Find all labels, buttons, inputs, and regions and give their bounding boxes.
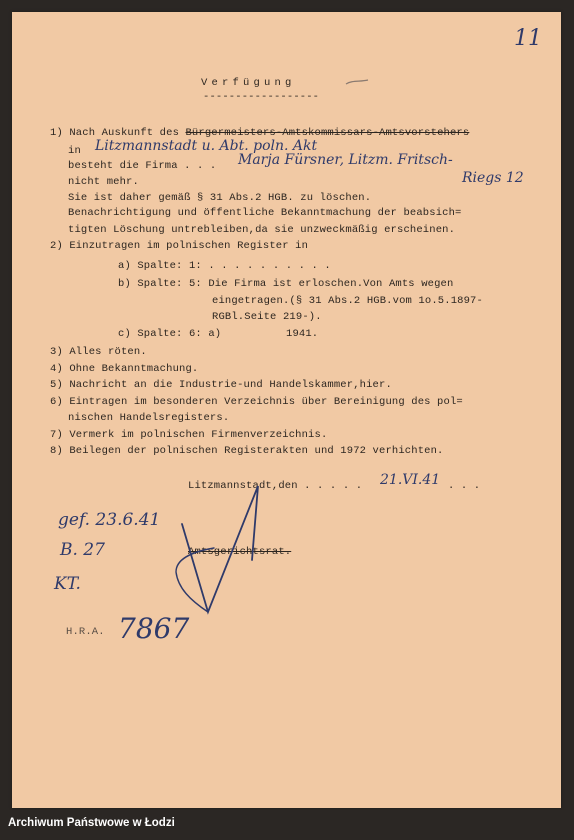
item-4: 4) Ohne Bekanntmachung. bbox=[50, 363, 199, 375]
handwritten-date: 21.VI.41 bbox=[380, 472, 441, 488]
item-1-line-7: tigten Löschung untrebleiben,da sie unzweckmäßig erscheinen. bbox=[68, 224, 456, 236]
title-underline: ------------------ bbox=[203, 91, 320, 103]
hra-label: H.R.A. bbox=[66, 626, 105, 638]
handwritten-location: Litzmannstadt u. Abt. poln. Akt bbox=[95, 138, 318, 154]
handwritten-note-initials: KT. bbox=[54, 574, 81, 594]
handwritten-firm-address: Riegs 12 bbox=[462, 170, 524, 186]
item-3: 3) Alles röten. bbox=[50, 346, 147, 358]
item-1-line-4: nicht mehr. bbox=[68, 176, 139, 188]
item-2-a: a) Spalte: 1: . . . . . . . . . . bbox=[118, 260, 331, 272]
item-5: 5) Nachricht an die Industrie-und Handelskammer,hier. bbox=[50, 379, 392, 391]
document-title: Verfügung bbox=[201, 77, 296, 89]
handwritten-note-gef: gef. 23.6.41 bbox=[58, 510, 161, 530]
signature-stroke bbox=[182, 486, 258, 612]
item-1-line-3: besteht die Firma . . . bbox=[68, 160, 217, 172]
page-number: 11 bbox=[514, 26, 542, 51]
item-6-line-1: 6) Eintragen im besonderen Verzeichnis über Bereinigung des pol= bbox=[50, 396, 463, 408]
item-1-prefix: 1) Nach Auskunft des bbox=[50, 127, 186, 139]
date-line: Litzmannstadt,den . . . . . bbox=[188, 480, 363, 492]
item-2-b-line-3: RGBl.Seite 219-). bbox=[212, 311, 322, 323]
date-trailing-dots: . . . bbox=[448, 480, 481, 492]
item-1-struck-text: Bürgermeisters-Amtskommissars-Amtsvorstehers bbox=[185, 127, 470, 139]
item-2-b-line-1: b) Spalte: 5: Die Firma ist erloschen.Von Amts wegen bbox=[118, 278, 454, 290]
item-7: 7) Vermerk im polnischen Firmenverzeichnis. bbox=[50, 429, 328, 441]
signature-loop bbox=[176, 548, 214, 612]
item-2-b-line-2: eingetragen.(§ 31 Abs.2 HGB.vom 1o.5.1897- bbox=[212, 295, 483, 307]
archive-name: Archiwum Państwowe w Łodzi bbox=[8, 817, 175, 829]
item-8: 8) Beilegen der polnischen Registerakten und 1972 verhichten. bbox=[50, 445, 444, 457]
item-2-c-year: 1941. bbox=[286, 328, 319, 340]
item-1-line-2: in bbox=[68, 145, 81, 157]
item-2-c-label: c) Spalte: 6: a) bbox=[118, 328, 222, 340]
hra-number: 7867 bbox=[118, 612, 190, 645]
archive-footer bbox=[0, 810, 574, 840]
court-title: Amtsgerichtsrat. bbox=[188, 546, 292, 558]
handwritten-firm-name: Marja Fürsner, Litzm. Fritsch- bbox=[238, 152, 453, 168]
item-6-line-2: nischen Handelsregisters. bbox=[68, 412, 230, 424]
item-1-line-5: Sie ist daher gemäß § 31 Abs.2 HGB. zu löschen. bbox=[68, 192, 372, 204]
item-2-line-1: 2) Einzutragen im polnischen Register in bbox=[50, 240, 309, 252]
handwritten-note-number: B. 27 bbox=[60, 540, 105, 560]
pencil-scribble bbox=[346, 80, 368, 84]
item-1-line-6: Benachrichtigung und öffentliche Bekanntmachung der beabsich= bbox=[68, 207, 462, 219]
